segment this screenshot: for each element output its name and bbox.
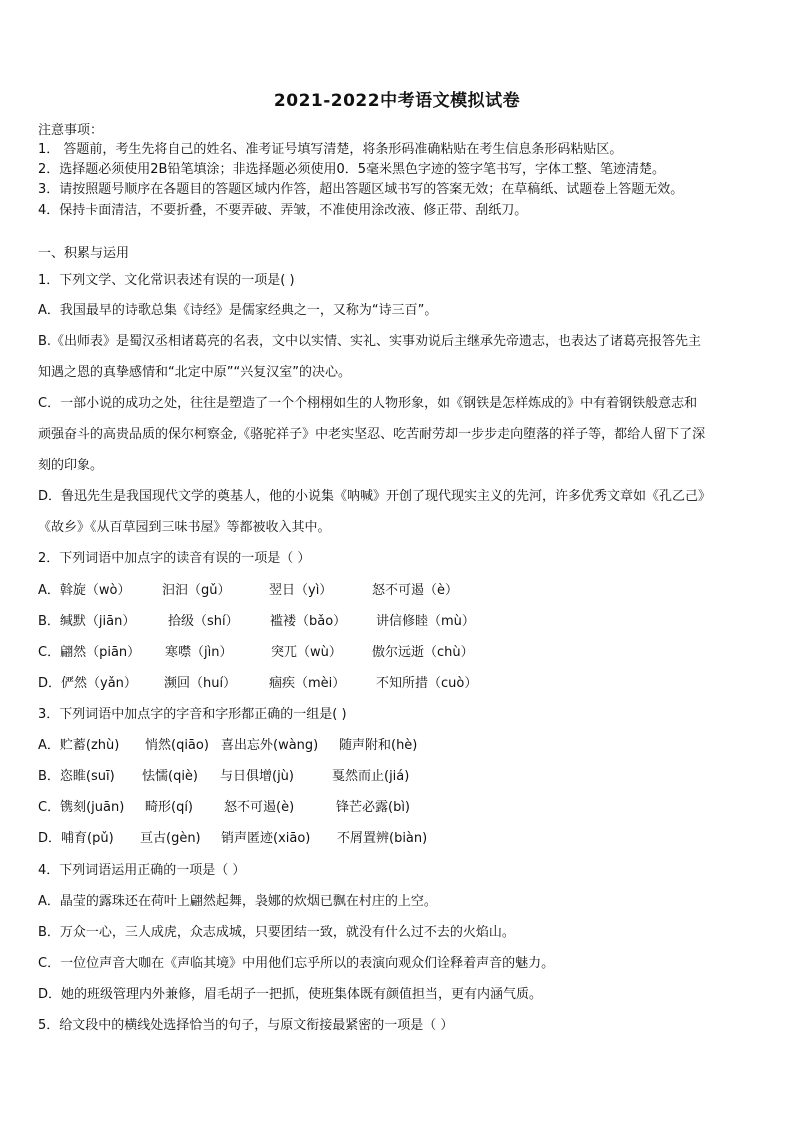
question-4-option-b: B．万众一心，三人成虎，众志成城，只要团结一致，就没有什么过不去的火焰山。	[38, 925, 515, 940]
option-cell: D．俨然（yǎn）	[38, 676, 137, 691]
option-cell: 怒不可遏（è）	[372, 583, 458, 598]
option-cell: B．恣睢(suī)	[38, 769, 115, 784]
option-cell: 拾级（shí）	[168, 614, 239, 629]
question-1-option-c-cont: 刻的印象。	[38, 458, 104, 473]
option-cell: A．斡旋（wò）	[38, 583, 131, 598]
option-cell: 怯懦(qiè)	[142, 769, 199, 784]
option-cell: 悄然(qiāo)	[145, 738, 209, 753]
option-cell: 戛然而止(jiá)	[332, 769, 410, 784]
question-2-option-row	[38, 675, 477, 693]
notice-heading: 注意事项：	[38, 123, 104, 138]
question-4-option-a: A．晶莹的露珠还在荷叶上翩然起舞，袅娜的炊烟已飘在村庄的上空。	[38, 894, 437, 909]
option-cell: 突兀（wù）	[271, 645, 342, 660]
question-1-option-c-cont: 顽强奋斗的高贵品质的保尔柯察金,《骆驼祥子》中老实坚忍、吃苦耐劳却一步步走向堕落的祥子等，都给人留下了深	[38, 427, 706, 442]
question-1-option-d: D．鲁迅先生是我国现代文学的奠基人，他的小说集《呐喊》开创了现代现实主义的先河，许多优秀文章如《孔乙己》	[38, 489, 712, 504]
notice-item: 3．请按照题号顺序在各题目的答题区域内作答，超出答题区域书写的答案无效；在草稿纸、试题卷上答题无效。	[38, 182, 684, 197]
option-cell: C．翩然（piān）	[38, 645, 141, 660]
question-1-option-d-cont: 《故乡》《从百草园到三味书屋》等都被收入其中。	[38, 520, 331, 535]
option-cell: 翌日（yì）	[269, 583, 333, 598]
question-1-stem: 1．下列文学、文化常识表述有误的一项是( )	[38, 273, 295, 288]
question-1-option-b: B.《出师表》是蜀汉丞相诸葛亮的名表，文中以实情、实礼、实事劝说后主继承先帝遗志，也表达了诸葛亮报答先主	[38, 334, 702, 349]
option-cell: 锋芒必露(bì)	[336, 800, 411, 815]
question-4-option-c: C．一位位声音大咖在《声临其境》中用他们忘乎所以的表演向观众们诠释着声音的魅力。	[38, 956, 555, 971]
option-cell: C．镌刻(juān)	[38, 800, 125, 815]
option-cell: D．哺育(pǔ)	[38, 831, 114, 846]
question-5-stem: 5．给文段中的横线处选择恰当的句子，与原文衔接最紧密的一项是（ ）	[38, 1018, 454, 1033]
question-3-stem: 3．下列词语中加点字的字音和字形都正确的一组是( )	[38, 707, 347, 722]
question-1-option-a: A．我国最早的诗歌总集《诗经》是儒家经典之一，又称为“诗三百”。	[38, 303, 438, 318]
question-2-option-row	[38, 644, 474, 662]
option-cell: 寒噤（jìn）	[165, 645, 233, 660]
option-cell: 喜出忘外(wàng)	[221, 738, 319, 753]
option-cell: 傲尔远逝（chù）	[372, 645, 474, 660]
option-cell: 痼疾（mèi）	[269, 676, 346, 691]
question-4-option-d: D．她的班级管理内外兼修，眉毛胡子一把抓，使班集体既有颜值担当，更有内涵气质。	[38, 987, 543, 1002]
question-2-option-row	[38, 582, 458, 600]
option-cell: 与日俱增(jù)	[220, 769, 294, 784]
option-cell: 褴褛（bǎo）	[270, 614, 347, 629]
question-4-stem: 4．下列词语运用正确的一项是（ ）	[38, 863, 246, 878]
notice-item: 2．选择题必须使用2B铅笔填涂；非选择题必须使用0．5毫米黑色字迹的签字笔书写，字体工整、笔迹清楚。	[38, 162, 666, 177]
notice-item: 1． 答题前，考生先将自己的姓名、准考证号填写清楚，将条形码准确粘贴在考生信息条形码粘贴区。	[38, 142, 623, 157]
page-title: 2021-2022中考语文模拟试卷	[273, 91, 521, 111]
question-3-option-row	[38, 768, 409, 786]
option-cell: 不屑置辨(biàn)	[337, 831, 428, 846]
question-3-option-row	[38, 799, 410, 817]
option-cell: 濒回（huí）	[164, 676, 237, 691]
question-3-option-row	[38, 737, 417, 755]
question-2-option-row	[38, 613, 475, 631]
option-cell: 不知所措（cuò）	[376, 676, 478, 691]
option-cell: 汩汩（gǔ）	[162, 583, 231, 598]
option-cell: B．缄默（jiān）	[38, 614, 136, 629]
option-cell: 随声附和(hè)	[339, 738, 418, 753]
notice-item: 4．保持卡面清洁，不要折叠，不要弄破、弄皱，不准使用涂改液、修正带、刮纸刀。	[38, 203, 528, 218]
question-2-stem: 2．下列词语中加点字的读音有误的一项是（ ）	[38, 551, 311, 566]
question-3-option-row	[38, 830, 427, 848]
question-1-option-b-cont: 知遇之恩的真挚感情和“北定中原”“兴复汉室”的决心。	[38, 365, 351, 380]
option-cell: 畸形(qí)	[145, 800, 194, 815]
option-cell: 讲信修睦（mù）	[376, 614, 475, 629]
option-cell: 亘古(gèn)	[140, 831, 201, 846]
option-cell: 怒不可遏(è)	[224, 800, 295, 815]
option-cell: 销声匿迹(xiāo)	[221, 831, 311, 846]
option-cell: A．贮蓄(zhù)	[38, 738, 120, 753]
question-1-option-c: C．一部小说的成功之处，往往是塑造了一个个栩栩如生的人物形象，如《钢铁是怎样炼成的》中有着钢铁般意志和	[38, 396, 698, 411]
section-heading: 一、积累与运用	[38, 246, 130, 261]
